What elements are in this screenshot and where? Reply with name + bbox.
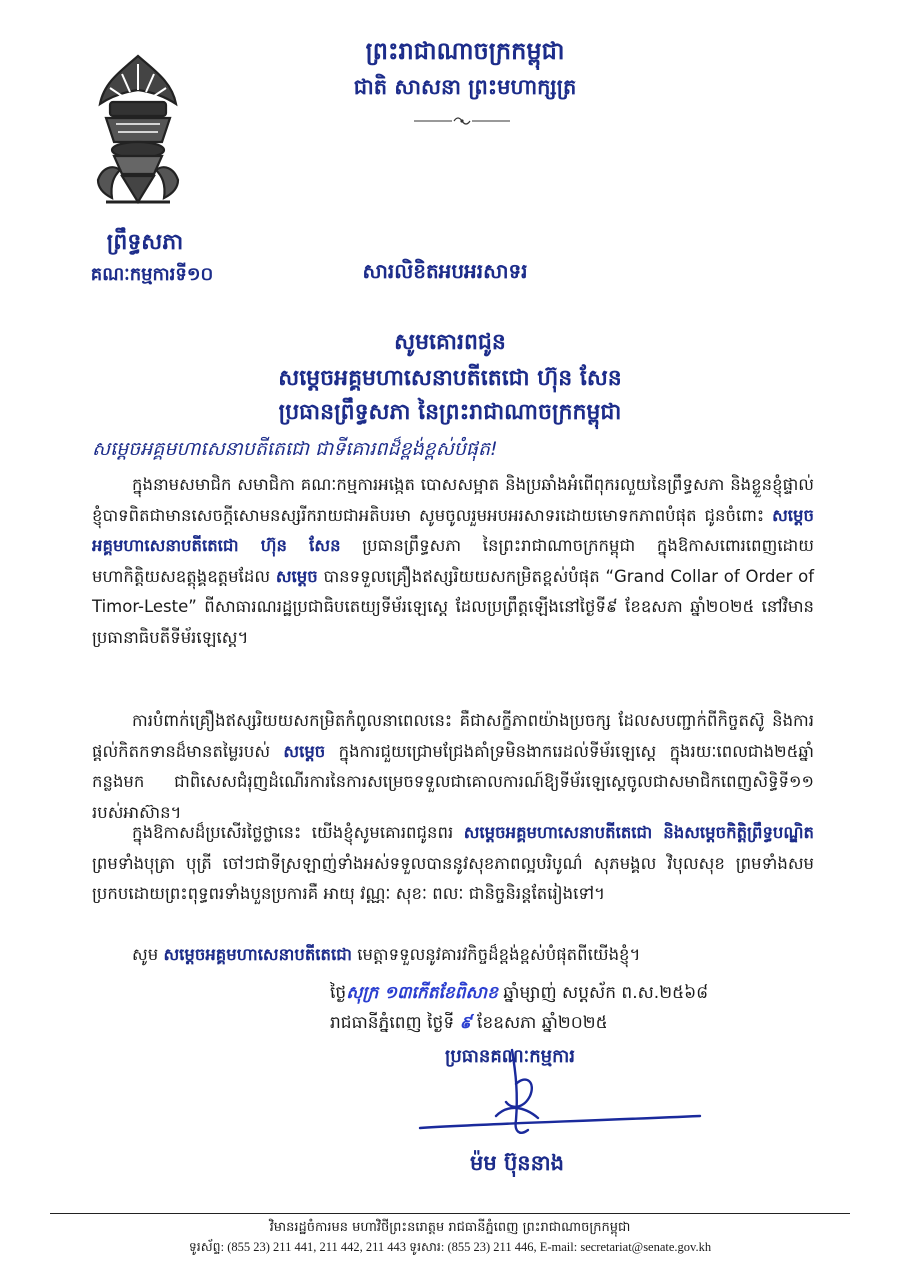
solar-date xyxy=(330,1012,830,1037)
text-run: មេត្តាទទួលនូវគារវកិច្ចដ៏ខ្ពង់ខ្ពស់បំផុតពីយើងខ្ញុំ។ xyxy=(351,945,641,964)
senate-emblem-icon xyxy=(92,52,184,210)
date-text: ខែឧសភា ឆ្នាំ២០២៥ xyxy=(471,1013,608,1033)
divider-ornament-icon xyxy=(412,112,512,124)
text-run: ប្រធានព្រឹទ្ធសភា នៃព្រះរាជាណាចក្រកម្ពុជា ក្នុងឱកាសពោរពេញដោយមហាកិត្តិយសឧត្តុង្គឧត្តមដែល xyxy=(92,536,814,586)
footer-contact: ទូរស័ព្ទ: (855 23) 211 441, 211 442, 211 443 ទូរសារ: (855 23) 211 446, E-mail: secretariat@senate.gov.kh xyxy=(188,1240,712,1254)
honoree-name: សម្តេចអគ្គមហាសេនាបតីតេជោ xyxy=(163,945,352,964)
kingdom-title: ព្រះរាជាណាចក្រកម្ពុជា xyxy=(365,37,565,65)
text-run: ការបំពាក់គ្រឿងឥស្សរិយយសកម្រិតកំពូលនាពេលនេះ គឺជាសក្ខីភាពយ៉ាងប្រចក្ស ដែលសបញ្ជាក់ពីកិច្ចតស៊ូ និងការផ្តល់កិតកទានដ៏មានតម្លៃរបស់ xyxy=(92,711,814,761)
body-paragraph-2 xyxy=(92,706,814,828)
body-paragraph-1 xyxy=(92,470,814,653)
salutation: សម្តេចអគ្គមហាសេនាបតីតេជោ ជាទីគោរពដ៏ខ្ពង់ខ្ពស់បំផុត! xyxy=(92,438,498,460)
document-type: សារលិខិតអបអរសាទរ xyxy=(362,259,528,283)
org-commission: គណៈកម្មការទី១០ xyxy=(90,264,214,285)
signature-icon xyxy=(400,1044,720,1140)
handwritten-day: ៩ xyxy=(459,1013,472,1033)
text-run: ក្នុងឱកាសដ៏ប្រសើរថ្លៃថ្លានេះ យើងខ្ញុំសូមគោរពជូនពរ xyxy=(132,823,464,842)
date-text: រាជធានីភ្នំពេញ ថ្ងៃទី xyxy=(330,1013,460,1033)
signer-title: ប្រធានគណៈកម្មការ xyxy=(445,1046,575,1067)
body-paragraph-3 xyxy=(92,818,814,910)
footer-divider xyxy=(50,1213,850,1214)
honoree-name: សម្តេចអគ្គមហាសេនាបតីតេជោ ហ៊ុន សែន xyxy=(92,505,814,555)
national-motto: ជាតិ សាសនា ព្រះមហាក្សត្រ xyxy=(353,75,577,99)
lunar-date xyxy=(330,982,830,1007)
footer-address: វិមានរដ្ឋចំការមន មហាវិថីព្រះនរោត្តម រាជធានីភ្នំពេញ ព្រះរាជាណាចក្រកម្ពុជា xyxy=(269,1220,631,1235)
text-run: ព្រមទាំងបុត្រា បុត្រី ចៅៗជាទីស្រឡាញ់ទាំងអស់ទទួលបាននូវសុខភាពល្អបរិបូណ៌ សុភមង្គល វិបុលសុខ ព្រមទាំងសមប្រកបដោយព្រះពុទ្ធពរទាំងបួនប្រការគឺ អាយុ វណ្ណៈ សុខៈ ពលៈ ជានិច្ចនិរន្តតែរៀងទៅ។ xyxy=(92,853,814,903)
addressee-name: សម្តេចអគ្គមហាសេនាបតីតេជោ ហ៊ុន សែន xyxy=(278,366,622,391)
text-run: ក្នុងនាមសមាជិក សមាជិកា គណៈកម្មការអង្កេត បោសសម្អាត និងប្រឆាំងអំពើពុករលួយនៃព្រឹទ្ធសភា និងខ្លួនខ្ញុំផ្ទាល់ ខ្ញុំបាទពិតជាមានសេចក្តីសោមនស្សរីករាយជាអតិបរមា សូមចូលរួមអបអរសាទរដោយមោទកភាពបំផុត ជូនចំពោះ xyxy=(92,475,814,525)
org-name: ព្រឹទ្ធសភា xyxy=(106,230,184,255)
body-paragraph-4 xyxy=(92,940,814,971)
text-run: ក្នុងការជួយជ្រោមជ្រែងគាំទ្រមិនងាករេដល់ទីម័រឡេស្តេ ក្នុងរយៈពេលជាង២៥ឆ្នាំកន្លងមក ជាពិសេសជំរុញដំណើរការនៃការសម្រេចទទួលជាគោលការណ៍ឱ្យទីម័រឡេស្តេចូលជាសមាជិកពេញសិទ្ធិទី១១ របស់អាស៊ាន។ xyxy=(92,741,814,822)
date-text: ថ្ងៃ xyxy=(330,983,347,1003)
text-run: សូម xyxy=(132,945,164,964)
addressee-title: ប្រធានព្រឹទ្ធសភា នៃព្រះរាជាណាចក្រកម្ពុជា xyxy=(278,400,622,425)
honoree-couple: សម្តេចអគ្គមហាសេនាបតីតេជោ និងសម្តេចកិត្តិព្រឹទ្ធបណ្ឌិត xyxy=(463,823,815,842)
text-run: បានទទួលគ្រឿងឥស្សរិយយសកម្រិតខ្ពស់បំផុត “Grand Collar of Order of Timor-Leste” ពីសាធារណរដ្ឋប្រជាធិបតេយ្យទីម័រឡេស្តេ ដែលប្រព្រឹត្តឡើងនៅថ្ងៃទី៩ ខែឧសភា ឆ្នាំ២០២៥ នៅវិមានប្រធានាធិបតីទីម័រឡេស្តេ។ xyxy=(92,566,814,647)
addressee-greeting: សូមគោរពជូន xyxy=(394,330,506,355)
honoree-short: សម្តេច xyxy=(275,566,318,586)
date-text: ឆ្នាំម្សាញ់ សប្តស័ក ព.ស.២៥៦៨ xyxy=(497,983,709,1003)
signer-name: ម៉ម ប៊ុននាង xyxy=(470,1151,564,1175)
handwritten-lunar-day: សុក្រ ១៣កើតខែពិសាខ xyxy=(346,983,498,1003)
honoree-short: សម្តេច xyxy=(283,741,326,761)
